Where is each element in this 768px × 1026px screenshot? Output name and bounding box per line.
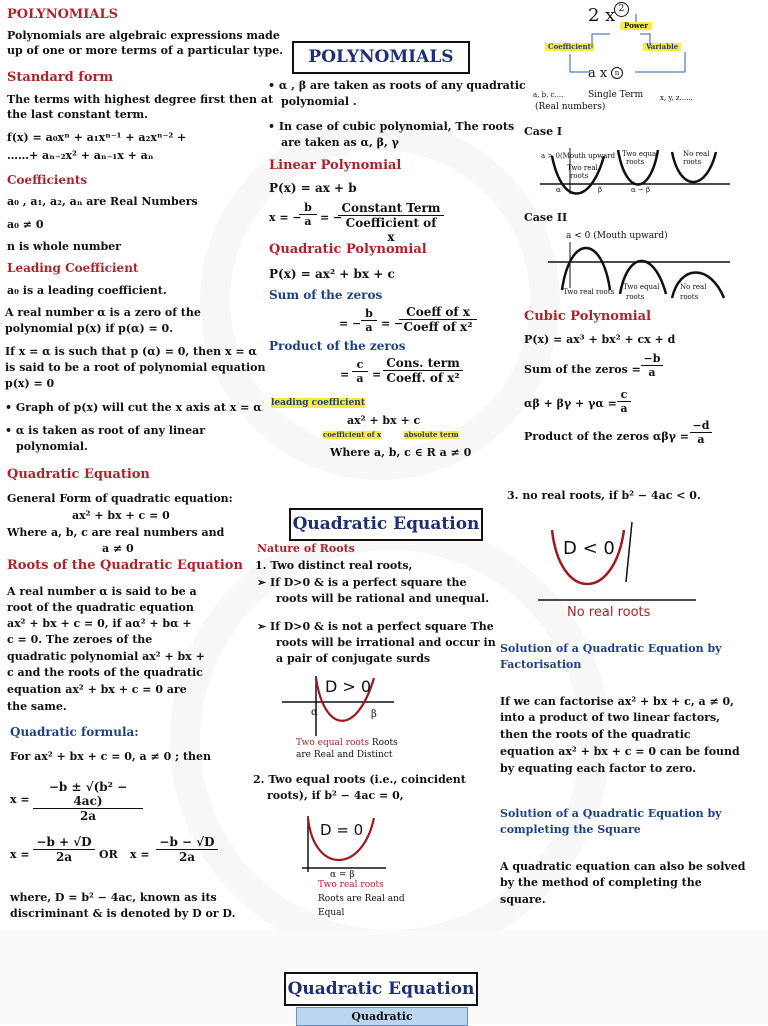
- xyz-label: x, y, z......: [660, 94, 693, 102]
- nature-1a: ➢ If D>0 & is a perfect square the: [257, 576, 467, 589]
- formula-plus-x-eq: x =: [10, 848, 30, 861]
- real-numbers-label: (Real numbers): [535, 102, 606, 112]
- disc-text-1: where, D = b² − 4ac, known as its: [10, 891, 217, 904]
- linear-const: Constant Term: [338, 201, 444, 216]
- formula-plus-denominator: 2a: [55, 850, 73, 864]
- nature-1b-text-2: roots will be irrational and occur in: [276, 636, 496, 649]
- formula-minus-denominator: 2a: [178, 850, 196, 864]
- fact-text-1: If we can factorise ax² + bx + c, a ≠ 0,: [500, 695, 734, 708]
- standard-form-title: Standard form: [7, 70, 114, 85]
- cubic-sum-num: −b: [641, 352, 663, 366]
- no-real-condition: 3. no real roots, if b² − 4ac < 0.: [507, 489, 701, 502]
- real-equal-note-1: Roots are Real and: [318, 894, 405, 904]
- sum-num: Coeff of x: [399, 305, 477, 320]
- zero-text-4: is said to be a root of polynomial equation: [5, 361, 266, 374]
- coefficients-text-2: a₀ ≠ 0: [7, 218, 44, 231]
- coefficient-of-x-label: coefficient of x: [323, 430, 382, 439]
- prod-a: a: [356, 372, 364, 385]
- top-exponent-circle: 2: [614, 2, 629, 17]
- two-equal-roots-red: Two equal roots: [296, 738, 370, 748]
- formula-title: Quadratic formula:: [10, 725, 139, 739]
- case-2-roots-1: roots: [596, 288, 615, 296]
- formula-numerator: −b ± √(b² − 4ac): [33, 780, 143, 809]
- quad-eq: P(x) = ax² + bx + c: [269, 267, 395, 281]
- cubic-pair: αβ + βγ + γα =: [524, 397, 617, 410]
- case-2-mouth: a < 0 (Mouth upward): [566, 231, 668, 241]
- square-title-1: Solution of a Quadratic Equation by: [500, 807, 722, 820]
- left-bullet-2: • α is taken as root of any linear: [5, 424, 206, 437]
- standard-form-text-2: the last constant term.: [7, 108, 149, 121]
- disc-text-2: discriminant & is denoted by D or D.: [10, 907, 236, 920]
- d-negative-graph: [534, 522, 700, 604]
- alpha-label: α: [311, 707, 318, 718]
- single-term-label: Single Term: [588, 90, 644, 100]
- formula-minus-x-eq: x =: [130, 848, 150, 861]
- xyz-connector: [635, 52, 685, 72]
- cubic-prod-den: a: [697, 433, 705, 446]
- left-bullet-2-text: α is taken as root of any linear: [15, 424, 206, 437]
- mid-bullet-2-text: In case of cubic polynomial, The roots: [278, 120, 515, 133]
- case-1-roots-2: roots: [626, 158, 645, 166]
- case-2-roots-3: roots: [680, 293, 699, 301]
- roots-text-7: equation ax² + bx + c = 0 are: [7, 683, 187, 696]
- nature-1: 1. Two distinct real roots,: [255, 559, 413, 572]
- linear-coeff: Coefficient of x: [345, 216, 437, 244]
- sum-b-over-a: [361, 307, 377, 334]
- cubic-eq: P(x) = ax³ + bx² + cx + d: [524, 333, 676, 346]
- case-2-two-real-text: Two real: [563, 288, 594, 296]
- linear-eq: P(x) = ax + b: [269, 181, 357, 195]
- coefficients-title: Coefficients: [7, 173, 88, 187]
- square-text-1: A quadratic equation can also be solved: [500, 860, 746, 873]
- zero-text-1: A real number α is a zero of the: [5, 306, 201, 319]
- nature-title: Nature of Roots: [257, 542, 355, 555]
- qe-general-3: Where a, b, c are real numbers and: [7, 526, 225, 539]
- linear-eqsign: = −: [320, 211, 343, 224]
- quadratic-formula-fraction: [33, 780, 143, 823]
- cubic-pair-fraction: [617, 388, 631, 415]
- linear-b-over-a: [299, 201, 317, 228]
- linear-fraction: [338, 201, 444, 244]
- variable-connector: [640, 34, 650, 48]
- fact-title-2: Factorisation: [500, 658, 582, 671]
- mid-bullet-2: • In case of cubic polynomial, The roots: [268, 120, 515, 133]
- cubic-sum-fraction: [641, 352, 663, 379]
- two-real-roots-note: Two real roots: [318, 880, 384, 890]
- case-1-roots-1: roots: [570, 172, 589, 180]
- nature-1a-text-2: roots will be rational and unequal.: [276, 592, 490, 605]
- mid-bullet-1-text-2: polynomial .: [281, 95, 357, 108]
- power-label: Power: [620, 22, 652, 30]
- intro-line-1: Polynomials are algebraic expressions made: [7, 29, 280, 42]
- polynomials-box-title: POLYNOMIALS: [292, 41, 470, 74]
- square-text-2: by the method of completing the: [500, 876, 702, 889]
- left-bullet-1-text: Graph of p(x) will cut the x axis at x = α: [15, 401, 262, 414]
- top-expression-text: 2 x: [588, 5, 616, 26]
- zero-text-5: p(x) = 0: [5, 377, 55, 390]
- d-eq-label: D = 0: [320, 821, 364, 839]
- quadratic-equation-box-title: Quadratic Equation: [289, 508, 483, 541]
- where-clause: Where a, b, c ∈ R a ≠ 0: [330, 446, 472, 459]
- fact-text-2: into a product of two linear factors,: [500, 711, 721, 724]
- sum-mid: = −: [381, 317, 404, 330]
- roots-text-6: c and the roots of the quadratic: [7, 666, 203, 679]
- nature-1b-text-3: a pair of conjugate surds: [276, 652, 431, 665]
- bottom-sub-header: Quadratic: [296, 1007, 468, 1026]
- roots-text-1: A real number α is said to be a: [7, 585, 197, 598]
- formula-minus-numerator: −b − √D: [156, 835, 218, 850]
- roots-text-3: ax² + bx + c = 0, if aα² + bα +: [7, 617, 192, 630]
- fact-title-1: Solution of a Quadratic Equation by: [500, 642, 722, 655]
- fact-text-3: then the roots of the quadratic: [500, 728, 691, 741]
- leading-title: Leading Coefficient: [7, 261, 139, 275]
- qe-general-4: a ≠ 0: [102, 542, 134, 555]
- sum-b: b: [361, 307, 377, 321]
- case-2-two-real: [563, 288, 614, 296]
- mid-bullet-1-text: α , β are taken as roots of any quadratic: [278, 79, 526, 92]
- mid-bullet-2-text-2: are taken as α, β, γ: [281, 136, 399, 149]
- cubic-prod: Product of the zeros αβγ =: [524, 430, 689, 443]
- linear-title: Linear Polynomial: [269, 158, 402, 173]
- linear-b: b: [299, 201, 317, 215]
- standard-form-eq-2: ……+ aₙ₋₂x² + aₙ₋₁x + aₙ: [7, 149, 154, 162]
- coefficient-label: Coefficient: [545, 43, 594, 51]
- case-1-beta: β: [598, 186, 603, 194]
- linear-a: a: [304, 215, 312, 228]
- qe-title: Quadratic Equation: [7, 467, 150, 482]
- ax-exponent: n: [611, 67, 623, 79]
- fact-text-4: equation ax² + bx + c = 0 can be found: [500, 745, 740, 758]
- expression: ax² + bx + c: [347, 414, 421, 427]
- case-1-two-equal: Two equal: [622, 150, 659, 158]
- prod-mid: =: [372, 368, 382, 381]
- case-1-title: Case I: [524, 125, 563, 138]
- case-2-roots-2: roots: [626, 293, 645, 301]
- abc-connector: [570, 54, 590, 72]
- formula-denominator: 2a: [79, 809, 97, 823]
- variable-label: Variable: [643, 43, 681, 51]
- case-2-two-equal: Two equal: [623, 283, 660, 291]
- cubic-pair-den: a: [620, 402, 628, 415]
- zero-text-2: polynomial p(x) if p(α) = 0.: [5, 322, 174, 335]
- beta-label: β: [371, 709, 377, 720]
- left-bullet-1: • Graph of p(x) will cut the x axis at x = α: [5, 401, 262, 414]
- fact-text-5: by equating each factor to zero.: [500, 762, 697, 775]
- prod-c: c: [352, 358, 368, 372]
- formula-minus-fraction: [156, 835, 218, 864]
- prod-num: Cons. term: [383, 356, 463, 371]
- cubic-pair-num: c: [617, 388, 631, 402]
- square-title-2: completing the Square: [500, 823, 641, 836]
- standard-form-text-1: The terms with highest degree first then at: [7, 93, 274, 106]
- nature-1b-text: If D>0 & is not a perfect square The: [270, 620, 494, 633]
- square-text-3: square.: [500, 893, 546, 906]
- zero-text-3: If x = α is such that p (α) = 0, then x = α: [5, 345, 257, 358]
- leading-text: a₀ is a leading coefficient.: [7, 284, 167, 297]
- nature-2-line-2: roots), if b² − 4ac = 0,: [267, 789, 404, 802]
- prod-c-over-a: [352, 358, 368, 385]
- nature-1b: ➢ If D>0 & is not a perfect square The: [257, 620, 494, 633]
- case-1-alpha-beta: α − β: [631, 186, 651, 194]
- sum-fraction: [399, 305, 477, 334]
- cubic-title: Cubic Polynomial: [524, 309, 652, 324]
- left-heading: POLYNOMIALS: [7, 7, 118, 22]
- prod-fraction: [383, 356, 463, 385]
- formula-plus-numerator: −b + √D: [33, 835, 95, 850]
- absolute-term-label: absolute term: [404, 430, 459, 439]
- no-real-roots-label: No real roots: [567, 605, 651, 620]
- prod-lhs: =: [340, 368, 350, 381]
- standard-form-eq-1: f(x) = a₀xⁿ + a₁xⁿ⁻¹ + a₂xⁿ⁻² +: [7, 131, 187, 144]
- case-2-title: Case II: [524, 211, 568, 224]
- case-1-two-real: Two real: [567, 164, 598, 172]
- qe-general-2: ax² + bx + c = 0: [72, 509, 170, 522]
- case-1-roots-3: roots: [683, 158, 702, 166]
- coefficients-text-1: a₀ , a₁, a₂, aₙ are Real Numbers: [7, 195, 198, 208]
- two-equal-roots-rest: Roots: [369, 738, 398, 748]
- cubic-sum: Sum of the zeros =: [524, 363, 641, 376]
- cubic-prod-num: −d: [690, 419, 712, 433]
- d-lt-label: D < 0: [563, 538, 615, 559]
- term-structure-diagram: [540, 14, 700, 94]
- case-2-no-real: No real: [680, 283, 707, 291]
- prod-title: Product of the zeros: [269, 339, 406, 353]
- formula-plus-fraction: [33, 835, 95, 864]
- linear-x: x = −: [269, 211, 302, 224]
- quad-title: Quadratic Polynomial: [269, 242, 427, 257]
- case-1-no-real: No real: [683, 150, 710, 158]
- intro-line-2: up of one or more terms of a particular type.: [7, 44, 284, 57]
- roots-title: Roots of the Quadratic Equation: [7, 558, 243, 573]
- d-gt-label: D > 0: [325, 677, 372, 696]
- alpha-beta-label: α = β: [330, 870, 355, 880]
- real-equal-note-2: Equal: [318, 908, 345, 918]
- cubic-prod-fraction: [690, 419, 712, 446]
- nature-2-line-1: 2. Two equal roots (i.e., coincident: [253, 773, 466, 786]
- sum-lhs: = −: [339, 317, 362, 330]
- leading-coefficient-label: leading coefficient: [271, 398, 365, 408]
- sum-a: a: [365, 321, 373, 334]
- cubic-sum-den: a: [648, 366, 656, 379]
- left-bullet-2-text-2: polynomial.: [16, 440, 88, 453]
- two-equal-roots-note: [296, 738, 398, 748]
- coefficient-connector: [592, 34, 610, 48]
- roots-text-4: c = 0. The zeroes of the: [7, 633, 153, 646]
- roots-text-2: root of the quadratic equation: [7, 601, 194, 614]
- roots-text-5: quadratic polynomial ax² + bx +: [7, 650, 205, 663]
- prod-den: Coeff. of x²: [386, 371, 460, 385]
- case-1-mouth: a > 0(Mouth upward: [541, 152, 616, 160]
- qe-general-1: General Form of quadratic equation:: [7, 492, 233, 505]
- y-axis: [626, 522, 632, 582]
- real-distinct-note: are Real and Distinct: [296, 750, 393, 760]
- sum-title: Sum of the zeros: [269, 288, 383, 302]
- sum-den: Coeff of x²: [403, 320, 473, 334]
- roots-text-8: the same.: [7, 700, 67, 713]
- mid-bullet-1: • α , β are taken as roots of any quadratic: [268, 79, 526, 92]
- ax-term: a x: [588, 66, 608, 81]
- two-real-roots-parabola: [562, 248, 610, 290]
- coefficients-text-3: n is whole number: [7, 240, 121, 253]
- abc-label: a, b, c....: [533, 91, 564, 99]
- formula-x-eq: x =: [10, 793, 30, 806]
- case-1-alpha: α: [556, 186, 561, 194]
- nature-1a-text: If D>0 & is a perfect square the: [270, 576, 467, 589]
- formula-or: OR: [99, 848, 118, 861]
- bottom-box-title: Quadratic Equation: [284, 972, 478, 1006]
- formula-intro: For ax² + bx + c = 0, a ≠ 0 ; then: [10, 750, 212, 763]
